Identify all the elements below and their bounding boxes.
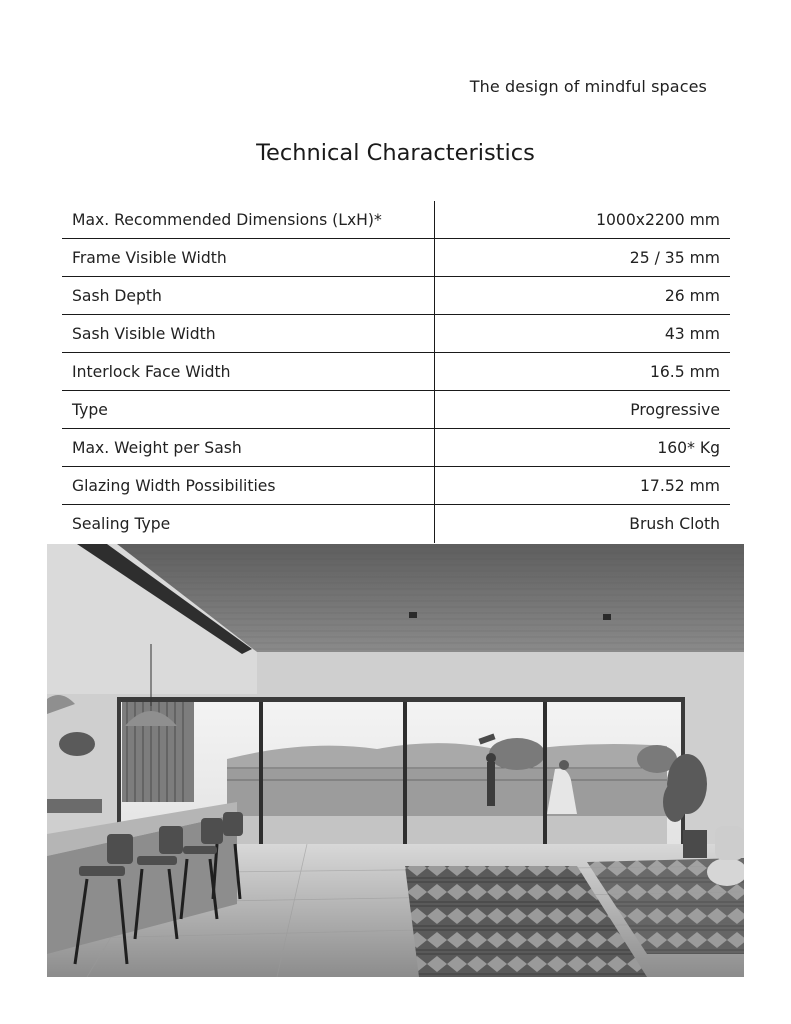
table-row xyxy=(62,315,730,353)
table-row xyxy=(62,505,730,544)
table-row xyxy=(62,467,730,505)
table-row xyxy=(62,429,730,467)
spec-value: 25 / 35 mm xyxy=(435,239,731,277)
spec-label: Interlock Face Width xyxy=(62,353,435,391)
spec-label: Frame Visible Width xyxy=(62,239,435,277)
spec-value: 16.5 mm xyxy=(435,353,731,391)
spec-label: Sealing Type xyxy=(62,505,435,544)
table-row xyxy=(62,201,730,239)
spec-label: Sash Visible Width xyxy=(62,315,435,353)
table-row xyxy=(62,391,730,429)
spec-label: Max. Recommended Dimensions (LxH)* xyxy=(62,201,435,239)
spec-label: Max. Weight per Sash xyxy=(62,429,435,467)
table-row xyxy=(62,239,730,277)
tagline: The design of mindful spaces xyxy=(469,77,707,96)
spec-label: Type xyxy=(62,391,435,429)
table-row xyxy=(62,277,730,315)
spec-table xyxy=(62,201,730,543)
spec-value: 17.52 mm xyxy=(435,467,731,505)
spec-value: 26 mm xyxy=(435,277,731,315)
spec-label: Glazing Width Possibilities xyxy=(62,467,435,505)
spec-value: Brush Cloth xyxy=(629,515,720,533)
table-row xyxy=(62,353,730,391)
spec-label: Sash Depth xyxy=(62,277,435,315)
spec-value: 43 mm xyxy=(435,315,731,353)
spec-value: Progressive xyxy=(435,391,731,429)
page-title: Technical Characteristics xyxy=(256,140,535,166)
spec-value: 160* Kg xyxy=(435,429,731,467)
interior-photo xyxy=(47,544,744,977)
spec-value: 1000x2200 mm xyxy=(435,201,731,239)
